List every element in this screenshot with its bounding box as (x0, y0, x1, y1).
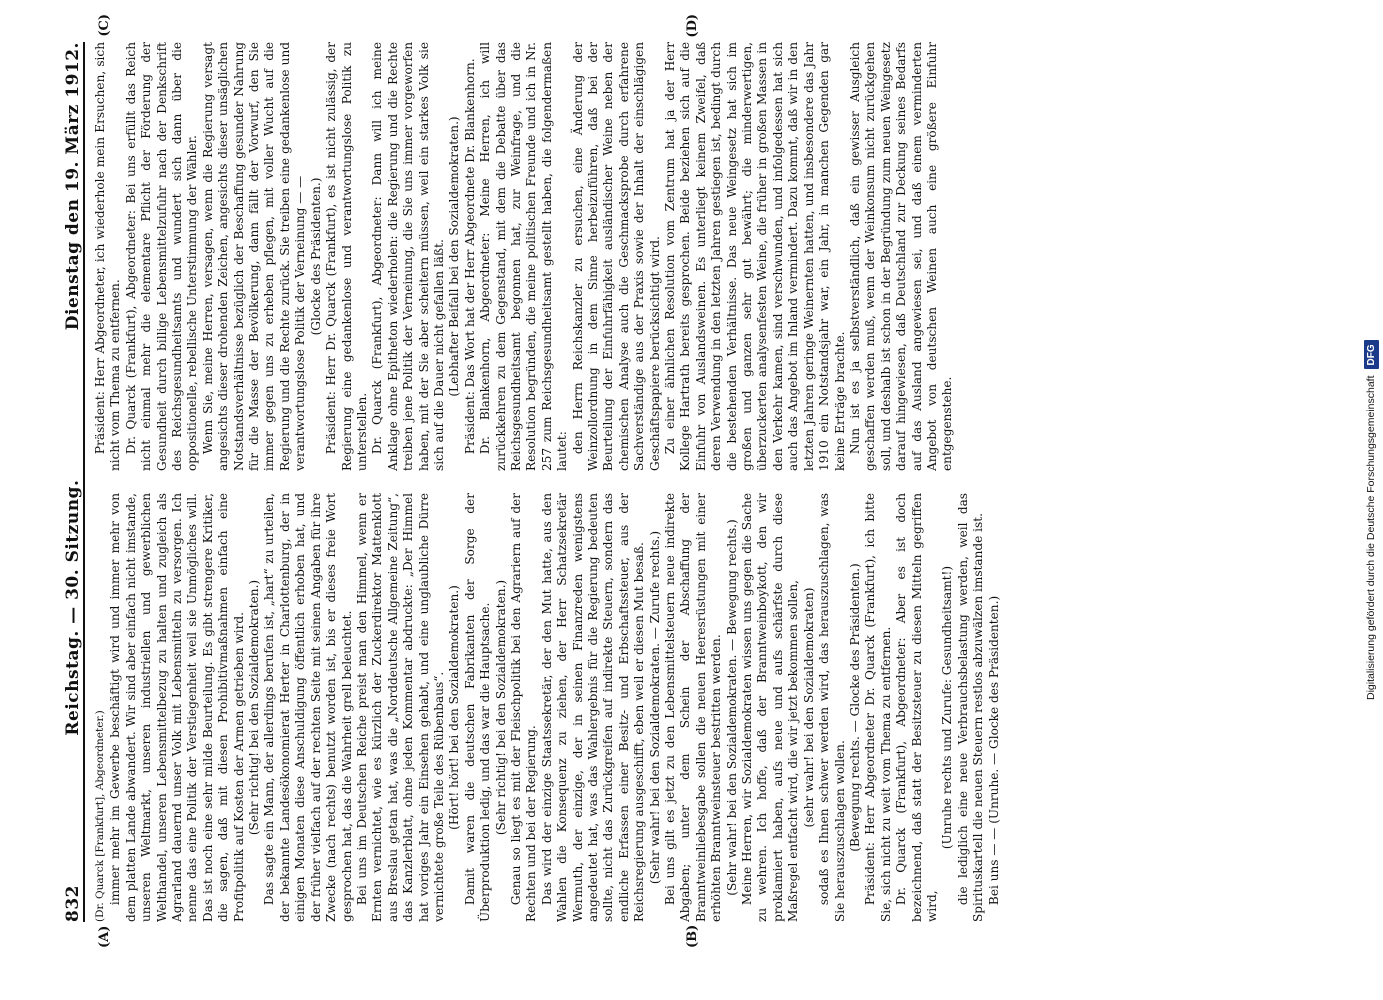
paragraph: (Sehr richtig! bei den Sozialdemokraten.) (493, 579, 508, 836)
margin-mark-c: (C) (97, 14, 112, 37)
paragraph: Präsident: Herr Dr. Quarck (Frankfurt), es ist nicht zulässig, der Regierung eine gedankenlose und verantwortungslose Politik zu unterstellen. (324, 42, 369, 471)
rotated-document-page (45, 12, 1315, 952)
paragraph: Bei uns gilt es jetzt zu den Lebensmittelsteuern neue indirekte Abgaben; unter dem Schein der Abschaffung der Branntweinliebesgabe sollen die neuen Heeresrüstungen mit einer erhöhten Branntweinsteuer bestritten werden. (663, 493, 724, 922)
paragraph: die lediglich eine neue Verbrauchsbelastung werden, weil das Spirituskartell die neuen Steuern restlos abzuwälzen imstande ist. (955, 493, 986, 922)
paragraph: immer mehr im Gewerbe beschäftigt wird und immer mehr von dem platten Lande abwandert. Wir sind aber einfach nicht imstande, unseren Weltmarkt, unseren industriellen und gewerblichen Welthandel, unseren Lebensmittelbezug zu halten und zugleich als Agrarland dauernd unser Volk mit Lebensmitteln zu versorgen. Ich nenne das eine Politik der Verstiegenheit weil sie Unmögliches will. Das ist noch eine sehr milde Beurteilung. Es gibt strengere Kritiker, die sagen, daß mit diesen Prohibitivmaßnahmen einfach eine Profitpolitik auf Kosten der Armen getrieben wird. (108, 493, 246, 922)
paragraph: Präsident: Das Wort hat der Herr Abgeordnete Dr. Blankenhorn. (462, 58, 477, 455)
paragraph: (Unruhe rechts und Zurufe: Gesundheitsamt!) (940, 565, 955, 850)
page-number: 832 (63, 885, 83, 922)
paragraph: Dr. Blankenhorn, Abgeordneter: Meine Herren, ich will zurückkehren zu dem Gegenstand, mit dem die Debatte über das Reichsgesundheitsamt begonnen hat, zur Weinfrage, und die Resolution begründen, die meine politischen Freunde und ich in Nr. 257 zum Reichsgesundheitsamt gestellt haben, die folgendermaßen lautet: (478, 42, 570, 471)
paragraph: Meine Herren, wir Sozialdemokraten wissen uns gegen die Sache zu wehren. Ich hoffe, daß der Branntweinboykott, den wir proklamiert haben, aufs neue und aufs schärfste durch diese Maßregel entfacht wird, die wir jetzt bekommen sollen, (740, 493, 801, 922)
paragraph: (Hört! hört! bei den Sozialdemokraten.) (447, 585, 462, 830)
paragraph: Dr. Quarck (Frankfurt), Abgeordneter: Aber es ist doch bezeichnend, daß statt der Besitzsteuer zu diesen Mitteln gegriffen wird, (894, 493, 939, 922)
running-head (53, 42, 85, 922)
text-columns (93, 42, 1303, 922)
margin-mark-d: (D) (685, 14, 700, 38)
paragraph: Bei uns — — (Unruhe. — Glocke des Präsidenten.) (986, 595, 1001, 906)
left-text-column (93, 493, 1303, 922)
paragraph: Damit waren die deutschen Fabrikanten der Sorge der Überproduktion ledig, und das war die Hauptsache. (462, 493, 493, 922)
paragraph: Bei uns im Deutschen Reiche preist man den Himmel, wenn er Ernten vernichtet, wie es kürzlich der Zuckerdirektor Mattenklott aus Breslau getan hat, was die „Norddeutsche Allgemeine Zeitung“, das Kanzlerblatt, ohne jeden Kommentar abdruckte: „Der Himmel hat voriges Jahr ein Einsehen gehabt, und eine unglaubliche Dürre vernichtete große Teile des Rübenbaus“. (354, 493, 446, 922)
paragraph: Wenn Sie, meine Herren, versagen, wenn die Regierung versagt angesichts dieser drohenden Zeichen, angesichts dieser unsäglichen Notstandsverhältnisse bezüglich der Beschaffung gesunder Nahrung für die Masse der Bevölkerung, dann fällt der Vorwurf, den Sie immer gegen uns zu erheben pflegen, mit voller Wucht auf die Regierung und die Rechte zurück. Sie treiben eine gedankenlose und verantwortungslose Politik der Verneinung — — (200, 42, 308, 471)
paragraph: Das sagte ein Mann, der allerdings berufen ist, „hart“ zu urteilen, der bekannte Landesökonomierat Herter in Charlottenburg, der in einigen Monaten diese Anschuldigung öffentlich erhoben hat, und der früher vielfach auf der rechten Seite mit seinen Angaben für ihre Zwecke (nach rechts) benutzt worden ist, bis er dieses freie Wort gesprochen hat, das die Wahrheit grell beleuchtet. (262, 493, 354, 922)
paragraph: Präsident: Herr Abgeordneter, ich wiederhole mein Ersuchen, sich nicht vom Thema zu entfernen. (93, 42, 123, 471)
paragraph: (Lebhafter Beifall bei den Sozialdemokraten.) (447, 116, 462, 397)
header-right-date: Dienstag den 19. März 1912. (63, 42, 83, 331)
paragraph: Zu einer ähnlichen Resolution vom Zentrum hat ja der Herr Kollege Hartrath bereits gesprochen. Beide beziehen sich auf die Einfuhr von Auslandsweinen. Es unterliegt keinem Zweifel, daß deren Verwendung in den letzten Jahren gestiegen ist, bedingt durch die bestehenden Verhältnisse. Das neue Weingesetz hat sich im großen und ganzen sehr gut bewährt; die minderwertigen, überzuckerten analysenfesten Weine, die früher in großen Massen in den Verkehr kamen, sind verschwunden, und infolgedessen hat sich auch das Angebot im Inland vermindert. Dazu kommt, daß wir in den letzten Jahren geringe Weinernten hatten, und insbesondere das Jahr 1910 ein Notstandsjahr war, ein Jahr, in manchen Gegenden gar keine Erträge brachte. (663, 42, 847, 471)
paragraph: (Bewegung rechts. — Glocke des Präsidenten.) (847, 563, 862, 852)
paragraph: Dr. Quarck (Frankfurt), Abgeordneter: Bei uns erfüllt das Reich nicht einmal mehr die elementare Pflicht der Förderung der Gesundheit durch billige Lebensmittelzufuhr nach der Denkschrift des Reichsgesundheitsamts und wundert sich dann über die oppositionelle, rebellische Unterstimmung der Wähler. (123, 42, 200, 471)
paragraph: (Sehr wahr! bei den Sozialdemokraten. — Bewegung rechts.) (724, 519, 739, 896)
margin-mark-a: (A) (97, 925, 112, 948)
margin-mark-b: (B) (685, 924, 700, 948)
paragraph: Dr. Quarck (Frankfurt), Abgeordneter: Dann will ich meine Anklage ohne Epitheton wiederholen: die Regierung und die Rechte treiben jene Politik der Verneinung, die Sie uns immer vorgeworfen haben, mit der Sie aber scheitern müssen, weil ein starkes Volk sie sich auf die Dauer nicht gefallen läßt. (370, 42, 446, 471)
paragraph: sodaß es Ihnen schwer werden wird, das herauszuschlagen, was Sie herauszuschlagen wollen. (817, 493, 847, 922)
header-left-title: Reichstag. — 30. Sitzung. (63, 479, 83, 736)
credit-text: Digitalisierung gefördert durch die Deutsche Forschungsgemeinschaft (1365, 375, 1377, 700)
paragraph: (sehr wahr! bei den Sozialdemokraten) (801, 587, 816, 828)
paragraph: (Glocke des Präsidenten.) (308, 177, 323, 336)
paragraph: den Herrn Reichskanzler zu ersuchen, eine Änderung der Weinzollordnung in dem Sinne herbeizuführen, daß bei der Beurteilung der Einfuhrfähigkeit ausländischer Weine neben der chemischen Analyse auch die Geschmacksprobe durch erfahrene Sachverständige aus der Praxis sowie der Inhalt der einschlägigen Geschäftspapiere berücksichtigt wird. (570, 42, 662, 471)
paragraph: (Sehr wahr! bei den Sozialdemokraten. — Zurufe rechts.) (647, 530, 662, 885)
paragraph: (Dr. Quarck [Frankfurt], Abgeordneter.) (94, 710, 106, 922)
paragraph: (Sehr richtig! bei den Sozialdemokraten.) (247, 579, 262, 836)
right-text-column (93, 42, 1303, 471)
paragraph: Präsident: Herr Abgeordneter Dr. Quarck (Frankfurt), ich bitte Sie, sich nicht zu weit vom Thema zu entfernen. (863, 493, 893, 922)
paragraph: Das wird der einzige Staatssekretär, der den Mut hatte, aus den Wahlen die Konsequenz zu ziehen, der Herr Schatzsekretär Wermuth, der einzige, der in seinen Finanzreden wenigstens angedeutet hat, was das Wahlergebnis für die Regierung bedeuten sollte, nicht das Zurückgreifen auf indirekte Steuern, sondern das endliche Erfassen einer Besitz- und Erbschaftssteuer, aus der Reichsregierung ausgeschifft, eben weil er diesen Mut besaß. (539, 493, 647, 922)
dfg-logo: DFG (1364, 340, 1379, 369)
paragraph: Nun ist es ja selbstverständlich, daß ein gewisser Ausgleich geschaffen werden muß, wenn der Weinkonsum nicht zurückgehen soll, und deshalb ist schon in der Begründung zum neuen Weingesetz darauf hingewiesen, daß Deutschland zur Deckung seines Bedarfs auf das Ausland angewiesen sei, und daß einem verminderten Angebot von deutschen Weinen auch eine größere Einfuhr entgegenstehe. (847, 42, 955, 471)
paragraph: Genau so liegt es mit der Fleischpolitik bei den Agrariern auf der Rechten und bei der Regierung. (508, 493, 539, 922)
digitization-credit (1362, 20, 1380, 700)
